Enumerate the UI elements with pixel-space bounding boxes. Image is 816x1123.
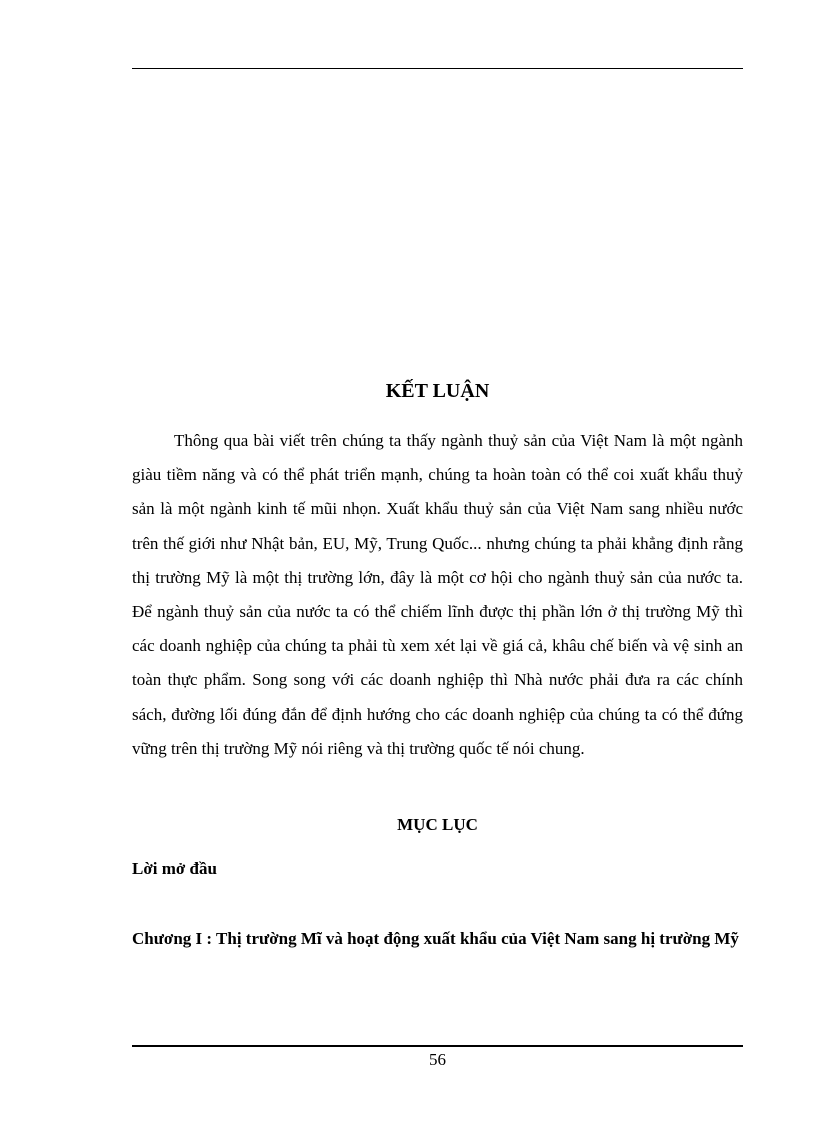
page-number: 56 [429,1050,446,1069]
conclusion-heading: KẾT LUẬN [385,380,490,402]
header-rule [132,68,743,69]
toc-item-introduction: Lời mở đầu [132,859,217,878]
toc-item-chapter-1: Chương I : Thị trường Mĩ và hoạt động xuất khẩu của Việt Nam sang hị trường Mỹ [132,929,739,948]
footer-rule [132,1045,743,1047]
toc-heading: MỤC LỤC [397,815,478,834]
conclusion-paragraph: Thông qua bài viết trên chúng ta thấy ngành thuỷ sản của Việt Nam là một ngành giàu tiềm năng và có thể phát triển mạnh, chúng ta hoàn toàn có thể coi xuất khẩu thuỷ sản là một ngành kinh tế mũi nhọn. Xuất khẩu thuỷ sản của Việt Nam sang nhiều nước trên thế giới như Nhật bản, EU, Mỹ, Trung Quốc... nhưng chúng ta phải khẳng định rằng thị trường Mỹ là một thị trường lớn, đây là một cơ hội cho ngành thuỷ sản của nước ta. Để ngành thuỷ sản của nước ta có thể chiếm lĩnh được thị phần lớn ở thị trường Mỹ thì các doanh nghiệp của chúng ta phải tù xem xét lại về giá cả, khâu chế biến và vệ sinh an toàn thực phẩm. Song song với các doanh nghiệp thì Nhà nước phải đưa ra các chính sách, đường lối đúng đắn để định hướng cho các doanh nghiệp của chúng ta có thể đứng vững trên thị trường Mỹ nói riêng và thị trường quốc tế nói chung. [132,431,743,758]
